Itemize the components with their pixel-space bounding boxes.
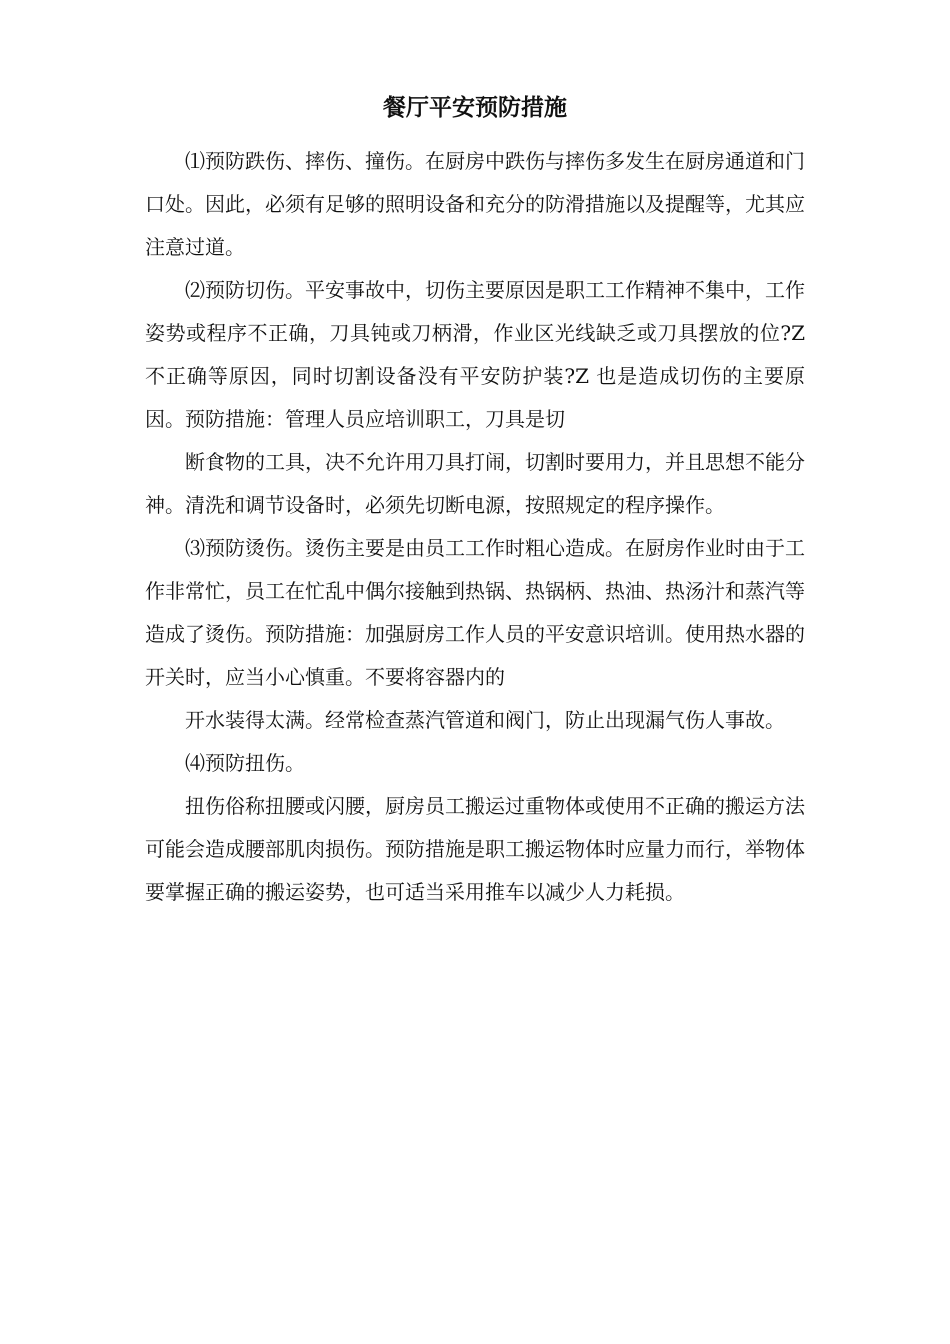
paragraph-burn-prevention: ⑶预防烫伤。烫伤主要是由员工工作时粗心造成。在厨房作业时由于工作非常忙，员工在忙乱中偶尔接触到热锅、热锅柄、热油、热汤汁和蒸汽等造成了烫伤。预防措施：加强厨房工作人员的平安意识培训。使用热水器的开关时，应当小心慎重。不要将容器内的 <box>145 536 805 689</box>
paragraph-cut-prevention-continued: 断食物的工具，决不允许用刀具打闹，切割时要用力，并且思想不能分神。清洗和调节设备时，必须先切断电源，按照规定的程序操作。 <box>145 450 805 517</box>
document-title: 餐厅平安预防措施 <box>383 95 567 121</box>
paragraph-burn-prevention-continued: 开水装得太满。经常检查蒸汽管道和阀门，防止出现漏气伤人事故。 <box>185 708 785 732</box>
document-body <box>145 140 805 914</box>
paragraph-sprain-heading: ⑷预防扭伤。 <box>185 751 305 775</box>
paragraph-sprain-prevention: 扭伤俗称扭腰或闪腰，厨房员工搬运过重物体或使用不正确的搬运方法可能会造成腰部肌肉损伤。预防措施是职工搬运物体时应量力而行，举物体要掌握正确的搬运姿势，也可适当采用推车以减少人力耗损。 <box>145 794 805 904</box>
paragraph-fall-prevention: ⑴预防跌伤、摔伤、撞伤。在厨房中跌伤与摔伤多发生在厨房通道和门口处。因此，必须有足够的照明设备和充分的防滑措施以及提醒等，尤其应注意过道。 <box>145 149 805 259</box>
paragraph-cut-prevention: ⑵预防切伤。平安事故中，切伤主要原因是职工工作精神不集中，工作姿势或程序不正确，刀具钝或刀柄滑，作业区光线缺乏或刀具摆放的位?Z 不正确等原因，同时切割设备没有平安防护装?Z 也是造成切伤的主要原因。预防措施：管理人员应培训职工，刀具是切 <box>145 278 805 431</box>
